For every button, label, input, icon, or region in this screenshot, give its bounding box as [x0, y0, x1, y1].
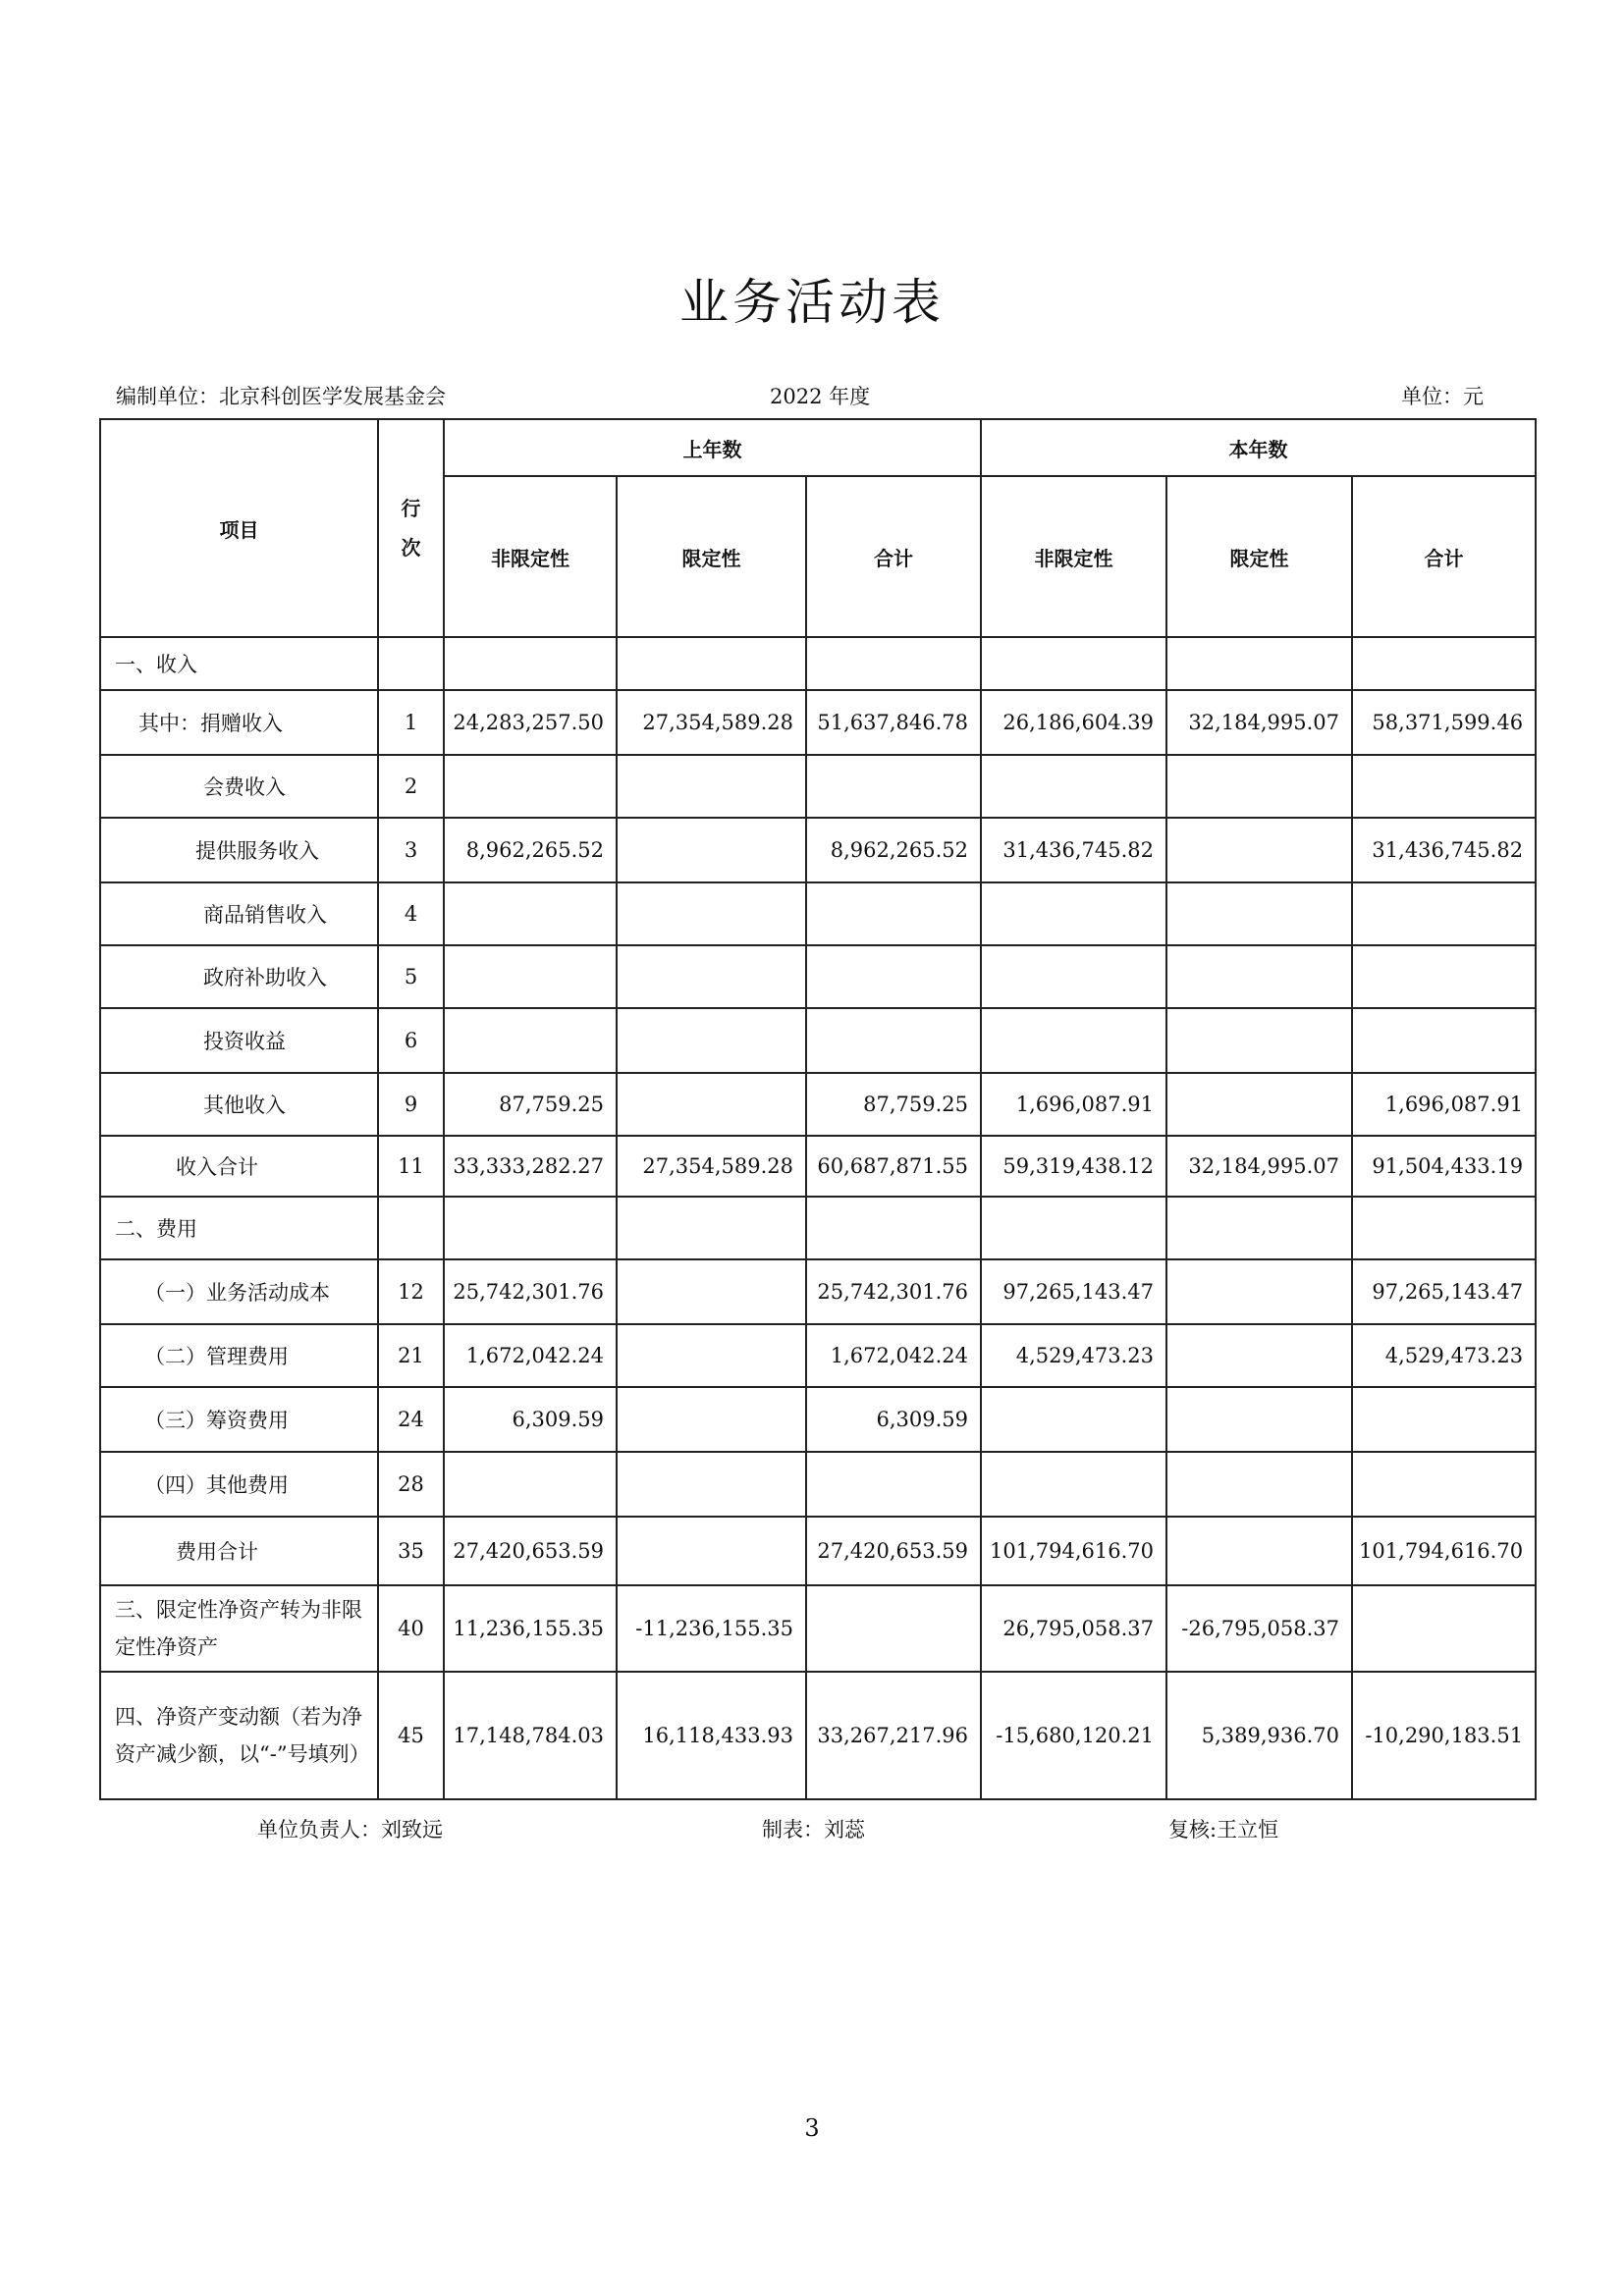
cell-prev-unrestricted: [444, 945, 617, 1008]
row-item-label: 三、限定性净资产转为非限定性净资产: [100, 1585, 378, 1672]
cell-curr-unrestricted: [981, 882, 1166, 945]
table-row: [100, 1387, 1536, 1452]
cell-prev-restricted: [617, 755, 806, 818]
cell-curr-unrestricted: -15,680,120.21: [981, 1672, 1166, 1799]
table-row: [100, 1452, 1536, 1517]
cell-prev-unrestricted: 1,672,042.24: [444, 1324, 617, 1387]
cell-curr-total: 4,529,473.23: [1352, 1324, 1536, 1387]
header-rowno: [378, 419, 444, 637]
cell-curr-restricted: 32,184,995.07: [1166, 690, 1352, 755]
cell-prev-total: 87,759.25: [806, 1073, 981, 1136]
activity-table: [99, 418, 1537, 1800]
cell-prev-total: 27,420,653.59: [806, 1517, 981, 1585]
row-item-label: 费用合计: [100, 1517, 378, 1585]
cell-curr-total: [1352, 755, 1536, 818]
row-number: 28: [378, 1452, 444, 1517]
row-number: 12: [378, 1259, 444, 1324]
cell-prev-total: [806, 1008, 981, 1073]
table-row: [100, 637, 1536, 690]
cell-prev-total: 25,742,301.76: [806, 1259, 981, 1324]
cell-prev-restricted: [617, 1073, 806, 1136]
table-row: [100, 1672, 1536, 1799]
row-number: 21: [378, 1324, 444, 1387]
cell-curr-restricted: 5,389,936.70: [1166, 1672, 1352, 1799]
cell-curr-restricted: [1166, 1517, 1352, 1585]
cell-prev-unrestricted: 8,962,265.52: [444, 818, 617, 882]
cell-prev-unrestricted: [444, 1197, 617, 1259]
table-row: [100, 690, 1536, 755]
table-row: [100, 1136, 1536, 1197]
row-number: 3: [378, 818, 444, 882]
table-row: [100, 945, 1536, 1008]
cell-prev-restricted: -11,236,155.35: [617, 1585, 806, 1672]
header-rowno-1: 行: [401, 497, 421, 520]
page-title: 业务活动表: [679, 274, 945, 331]
cell-prev-total: [806, 1197, 981, 1259]
row-number: 1: [378, 690, 444, 755]
page-number: 3: [804, 2114, 820, 2142]
cell-prev-unrestricted: [444, 755, 617, 818]
header-curr-unrestricted: 非限定性: [981, 476, 1166, 637]
cell-prev-unrestricted: 33,333,282.27: [444, 1136, 617, 1197]
row-number: [378, 637, 444, 690]
cell-prev-restricted: 16,118,433.93: [617, 1672, 806, 1799]
row-item-label: （一）业务活动成本: [100, 1259, 378, 1324]
cell-prev-unrestricted: [444, 637, 617, 690]
cell-prev-restricted: [617, 882, 806, 945]
row-number: 4: [378, 882, 444, 945]
table-row: [100, 1585, 1536, 1672]
cell-prev-total: [806, 755, 981, 818]
cell-curr-unrestricted: 31,436,745.82: [981, 818, 1166, 882]
cell-prev-unrestricted: [444, 882, 617, 945]
cell-prev-total: 1,672,042.24: [806, 1324, 981, 1387]
cell-prev-total: 60,687,871.55: [806, 1136, 981, 1197]
signature-review: 复核:王立恒: [1168, 1818, 1279, 1842]
cell-curr-total: [1352, 1585, 1536, 1672]
cell-prev-total: [806, 882, 981, 945]
cell-curr-total: [1352, 1008, 1536, 1073]
header-curr-year: 本年数: [981, 419, 1536, 476]
table-row: [100, 1259, 1536, 1324]
cell-curr-total: 91,504,433.19: [1352, 1136, 1536, 1197]
table-row: [100, 1197, 1536, 1259]
table-body: [100, 637, 1536, 1799]
cell-prev-total: [806, 637, 981, 690]
cell-prev-unrestricted: 25,742,301.76: [444, 1259, 617, 1324]
row-number: 45: [378, 1672, 444, 1799]
header-prev-year: 上年数: [444, 419, 981, 476]
cell-curr-total: [1352, 1452, 1536, 1517]
table-row: [100, 882, 1536, 945]
cell-curr-restricted: [1166, 1073, 1352, 1136]
table-row: [100, 755, 1536, 818]
cell-curr-unrestricted: [981, 1197, 1166, 1259]
row-item-label: 其他收入: [100, 1073, 378, 1136]
cell-curr-unrestricted: [981, 945, 1166, 1008]
row-number: 6: [378, 1008, 444, 1073]
cell-curr-total: [1352, 882, 1536, 945]
row-item-label: （三）筹资费用: [100, 1387, 378, 1452]
cell-curr-total: 97,265,143.47: [1352, 1259, 1536, 1324]
row-number: [378, 1197, 444, 1259]
cell-prev-total: 33,267,217.96: [806, 1672, 981, 1799]
header-row-1: [100, 419, 1536, 476]
header-rowno-2: 次: [401, 536, 421, 560]
cell-prev-unrestricted: [444, 1008, 617, 1073]
cell-curr-total: [1352, 945, 1536, 1008]
row-number: 24: [378, 1387, 444, 1452]
cell-curr-total: -10,290,183.51: [1352, 1672, 1536, 1799]
row-item-label: 政府补助收入: [100, 945, 378, 1008]
cell-prev-unrestricted: 87,759.25: [444, 1073, 617, 1136]
table-row: [100, 1073, 1536, 1136]
row-item-label: 一、收入: [100, 637, 378, 690]
cell-curr-total: 31,436,745.82: [1352, 818, 1536, 882]
cell-curr-total: [1352, 1387, 1536, 1452]
cell-curr-unrestricted: [981, 1387, 1166, 1452]
cell-curr-restricted: [1166, 818, 1352, 882]
year-label: 2022 年度: [770, 385, 871, 408]
cell-prev-total: [806, 1585, 981, 1672]
unit-label: 单位：元: [1401, 385, 1484, 408]
cell-curr-unrestricted: 59,319,438.12: [981, 1136, 1166, 1197]
row-item-label: 收入合计: [100, 1136, 378, 1197]
cell-prev-restricted: [617, 1259, 806, 1324]
cell-curr-total: [1352, 637, 1536, 690]
header-prev-unrestricted: 非限定性: [444, 476, 617, 637]
row-item-label: 投资收益: [100, 1008, 378, 1073]
cell-prev-restricted: [617, 1324, 806, 1387]
cell-curr-restricted: [1166, 1452, 1352, 1517]
row-item-label: 四、净资产变动额（若为净资产减少额，以“-”号填列）: [100, 1672, 378, 1799]
cell-prev-restricted: 27,354,589.28: [617, 1136, 806, 1197]
cell-curr-total: 58,371,599.46: [1352, 690, 1536, 755]
row-item-label: （二）管理费用: [100, 1324, 378, 1387]
header-item: 项目: [100, 419, 378, 637]
cell-curr-restricted: [1166, 1324, 1352, 1387]
cell-curr-restricted: [1166, 1197, 1352, 1259]
cell-curr-unrestricted: 4,529,473.23: [981, 1324, 1166, 1387]
cell-curr-restricted: -26,795,058.37: [1166, 1585, 1352, 1672]
cell-prev-total: 6,309.59: [806, 1387, 981, 1452]
cell-prev-unrestricted: 6,309.59: [444, 1387, 617, 1452]
cell-prev-restricted: [617, 1008, 806, 1073]
cell-curr-restricted: [1166, 882, 1352, 945]
cell-curr-unrestricted: 1,696,087.91: [981, 1073, 1166, 1136]
cell-curr-restricted: [1166, 755, 1352, 818]
cell-prev-unrestricted: 24,283,257.50: [444, 690, 617, 755]
cell-prev-unrestricted: 27,420,653.59: [444, 1517, 617, 1585]
cell-curr-unrestricted: 97,265,143.47: [981, 1259, 1166, 1324]
cell-curr-unrestricted: 26,186,604.39: [981, 690, 1166, 755]
cell-prev-restricted: [617, 945, 806, 1008]
row-item-label: 其中：捐赠收入: [100, 690, 378, 755]
cell-prev-restricted: [617, 1197, 806, 1259]
row-item-label: 商品销售收入: [100, 882, 378, 945]
row-number: 9: [378, 1073, 444, 1136]
cell-prev-total: [806, 945, 981, 1008]
row-item-label: 二、费用: [100, 1197, 378, 1259]
cell-curr-restricted: [1166, 637, 1352, 690]
signature-head: 单位负责人：刘致远: [257, 1818, 443, 1842]
cell-prev-restricted: [617, 1452, 806, 1517]
cell-curr-total: 101,794,616.70: [1352, 1517, 1536, 1585]
cell-curr-total: 1,696,087.91: [1352, 1073, 1536, 1136]
row-number: 40: [378, 1585, 444, 1672]
table-row: [100, 818, 1536, 882]
cell-curr-total: [1352, 1197, 1536, 1259]
row-item-label: 提供服务收入: [100, 818, 378, 882]
row-number: 35: [378, 1517, 444, 1585]
row-number: 2: [378, 755, 444, 818]
cell-prev-restricted: 27,354,589.28: [617, 690, 806, 755]
cell-curr-restricted: 32,184,995.07: [1166, 1136, 1352, 1197]
cell-curr-unrestricted: [981, 755, 1166, 818]
header-prev-total: 合计: [806, 476, 981, 637]
row-number: 11: [378, 1136, 444, 1197]
cell-curr-unrestricted: 101,794,616.70: [981, 1517, 1166, 1585]
cell-prev-total: 51,637,846.78: [806, 690, 981, 755]
row-number: 5: [378, 945, 444, 1008]
cell-prev-restricted: [617, 637, 806, 690]
table-row: [100, 1324, 1536, 1387]
cell-curr-restricted: [1166, 1008, 1352, 1073]
cell-curr-restricted: [1166, 1259, 1352, 1324]
cell-prev-unrestricted: 11,236,155.35: [444, 1585, 617, 1672]
cell-prev-unrestricted: [444, 1452, 617, 1517]
cell-curr-restricted: [1166, 945, 1352, 1008]
cell-prev-restricted: [617, 818, 806, 882]
cell-prev-total: 8,962,265.52: [806, 818, 981, 882]
signature-prepared: 制表：刘蕊: [762, 1818, 865, 1842]
row-item-label: 会费收入: [100, 755, 378, 818]
cell-prev-restricted: [617, 1387, 806, 1452]
table-row: [100, 1517, 1536, 1585]
header-curr-restricted: 限定性: [1166, 476, 1352, 637]
cell-curr-restricted: [1166, 1387, 1352, 1452]
org-label: 编制单位：北京科创医学发展基金会: [116, 385, 446, 408]
header-curr-total: 合计: [1352, 476, 1536, 637]
table-row: [100, 1008, 1536, 1073]
cell-curr-unrestricted: [981, 1452, 1166, 1517]
cell-curr-unrestricted: 26,795,058.37: [981, 1585, 1166, 1672]
row-item-label: （四）其他费用: [100, 1452, 378, 1517]
header-prev-restricted: 限定性: [617, 476, 806, 637]
cell-prev-unrestricted: 17,148,784.03: [444, 1672, 617, 1799]
cell-curr-unrestricted: [981, 1008, 1166, 1073]
cell-curr-unrestricted: [981, 637, 1166, 690]
cell-prev-total: [806, 1452, 981, 1517]
cell-prev-restricted: [617, 1517, 806, 1585]
